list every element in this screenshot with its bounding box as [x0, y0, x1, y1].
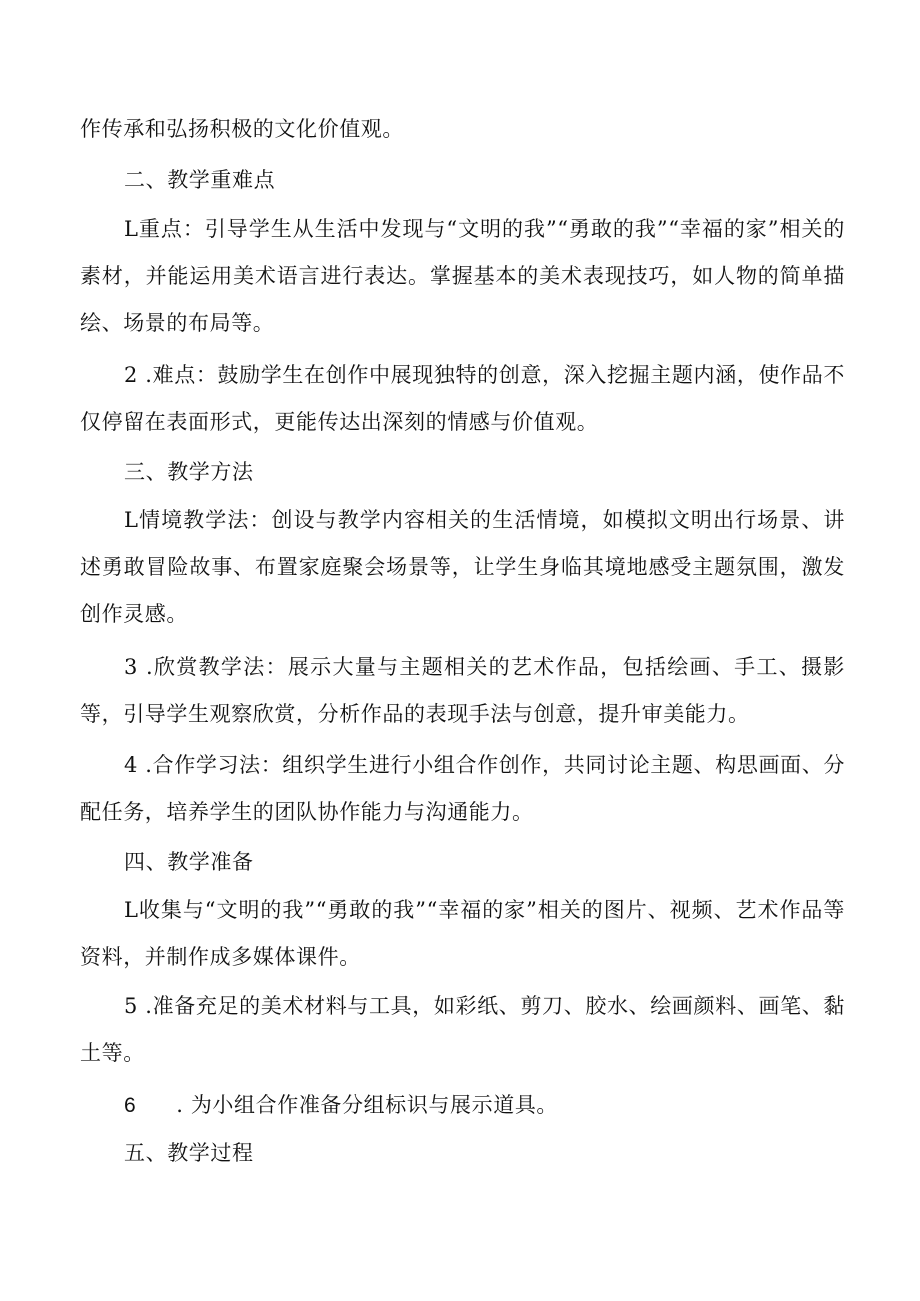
paragraph-method-appreciation: 3 .欣赏教学法：展示大量与主题相关的艺术作品，包括绘画、手工、摄影等，引导学生观察欣赏，分析作品的表现手法与创意，提升审美能力。 — [80, 655, 845, 726]
section-heading-4: 四、教学准备 — [124, 850, 254, 874]
paragraph-difficulty: 2 .难点：鼓励学生在创作中展现独特的创意，深入挖掘主题内涵，使作品不仅停留在表面形式，更能传达出深刻的情感与价值观。 — [80, 363, 845, 434]
paragraph-prep-tools: 5 .准备充足的美术材料与工具，如彩纸、剪刀、胶水、绘画颜料、画笔、黏土等。 — [80, 994, 845, 1065]
paragraph-prep-props — [124, 1082, 558, 1129]
list-number: 6 — [124, 1094, 137, 1117]
paragraph-prep-materials: L收集与“文明的我”“勇敢的我”“幸福的家”相关的图片、视频、艺术作品等资料，并制作成多媒体课件。 — [80, 898, 845, 969]
paragraph-continuation: 作传承和弘扬积极的文化价值观。 — [80, 117, 404, 141]
section-heading-5: 五、教学过程 — [124, 1141, 254, 1165]
paragraph-method-cooperative: 4 .合作学习法：组织学生进行小组合作创作，共同讨论主题、构思画面、分配任务，培养学生的团队协作能力与沟通能力。 — [80, 753, 845, 824]
paragraph-method-situational: L情境教学法：创设与教学内容相关的生活情境，如模拟文明出行场景、讲述勇敢冒险故事、布置家庭聚会场景等，让学生身临其境地感受主题氛围，激发创作灵感。 — [80, 508, 845, 626]
list-text: . 为小组合作准备分组标识与展示道具。 — [176, 1093, 559, 1117]
section-heading-2: 二、教学重难点 — [124, 168, 276, 192]
section-heading-3: 三、教学方法 — [124, 460, 254, 484]
paragraph-key-points: L重点：引导学生从生活中发现与“文明的我”“勇敢的我”“幸福的家”相关的素材，并能运用美术语言进行表达。掌握基本的美术表现技巧，如人物的简单描绘、场景的布局等。 — [80, 217, 845, 335]
